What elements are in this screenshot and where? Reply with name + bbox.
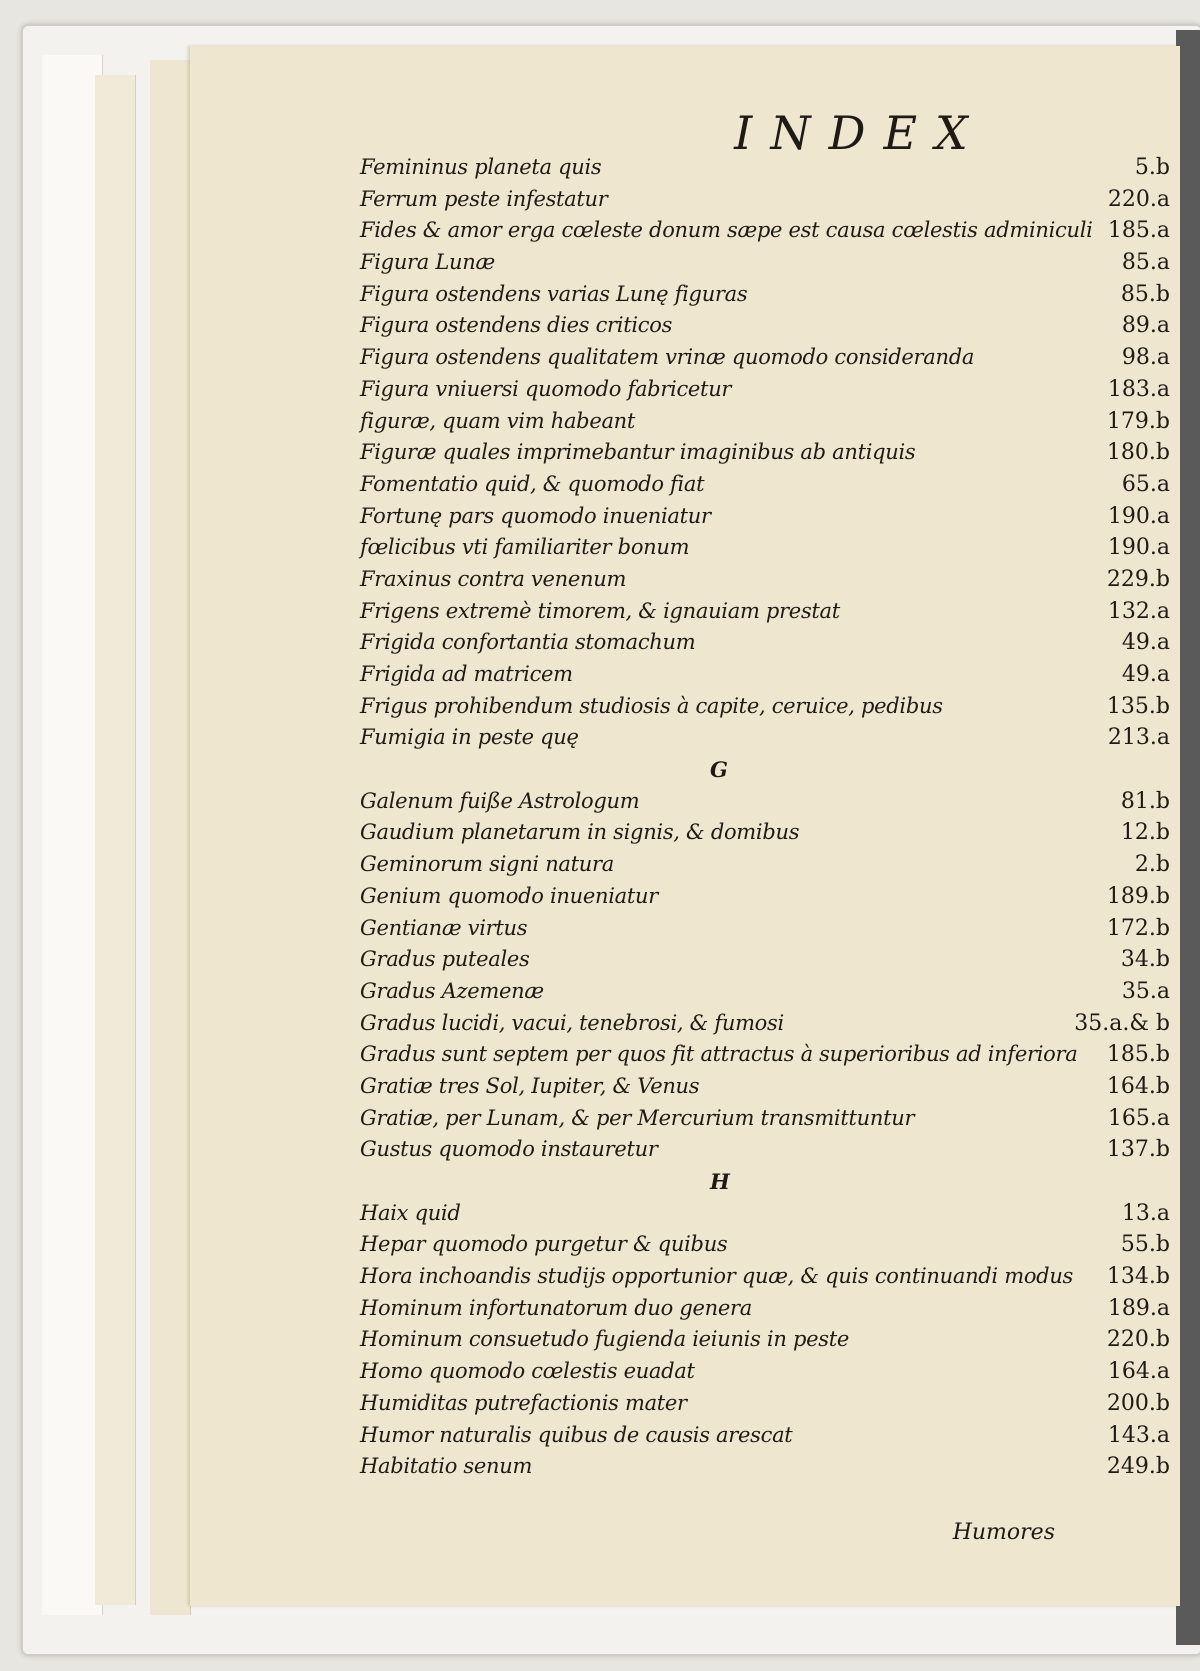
index-page-ref: 220.b bbox=[1106, 1327, 1170, 1353]
index-entry bbox=[360, 437, 1170, 469]
index-list bbox=[360, 152, 1170, 1483]
index-entry bbox=[360, 1103, 1170, 1135]
index-page-ref: 13.a bbox=[1121, 1200, 1170, 1226]
index-term: Homo quomodo cœlestis euadat bbox=[360, 1359, 695, 1384]
index-term: Gaudium planetarum in signis, & domibus bbox=[360, 820, 800, 845]
index-term: Humiditas putrefactionis mater bbox=[360, 1390, 687, 1415]
index-term: Gratiæ tres Sol, Iupiter, & Venus bbox=[360, 1073, 700, 1098]
index-term: Habitatio senum bbox=[360, 1454, 533, 1479]
index-page-ref: 34.b bbox=[1120, 947, 1170, 973]
index-entry bbox=[360, 691, 1170, 723]
index-entry bbox=[360, 310, 1170, 342]
index-page-ref: 85.a bbox=[1121, 250, 1170, 276]
index-term: Hora inchoandis studijs opportunior quæ, & quis continuandi modus bbox=[360, 1264, 1074, 1289]
index-term: Hepar quomodo purgetur & quibus bbox=[360, 1232, 728, 1257]
index-term: Gradus puteales bbox=[360, 947, 530, 972]
index-entry bbox=[360, 406, 1170, 438]
index-entry bbox=[360, 596, 1170, 628]
index-term: Hominum consuetudo fugienda ieiunis in peste bbox=[360, 1327, 849, 1352]
index-entry bbox=[360, 247, 1170, 279]
index-entry bbox=[360, 1324, 1170, 1356]
index-entry bbox=[360, 1071, 1170, 1103]
index-page-ref: 89.a bbox=[1121, 313, 1170, 339]
index-page-ref: 189.a bbox=[1107, 1295, 1170, 1321]
index-term: Gradus sunt septem per quos fit attractus à superioribus ad inferiora bbox=[360, 1042, 1078, 1067]
index-term: Frigida confortantia stomachum bbox=[360, 630, 696, 655]
index-page-ref: 164.a bbox=[1107, 1359, 1170, 1385]
index-term: Gradus Azemenæ bbox=[360, 978, 544, 1003]
index-page-ref: 35.a bbox=[1121, 978, 1170, 1004]
index-page-ref: 220.a bbox=[1107, 186, 1170, 212]
index-term: Figura Lunæ bbox=[360, 250, 495, 275]
index-page-ref: 172.b bbox=[1106, 915, 1170, 941]
index-term: Fomentatio quid, & quomodo fiat bbox=[360, 471, 705, 496]
index-term: Frigus prohibendum studiosis à capite, ceruice, pedibus bbox=[360, 693, 943, 718]
index-page-ref: 134.b bbox=[1106, 1264, 1170, 1290]
page-stack-leaf bbox=[150, 60, 191, 1615]
index-page-ref: 132.a bbox=[1107, 598, 1170, 624]
index-term: figuræ, quam vim habeant bbox=[360, 408, 636, 433]
index-entry bbox=[360, 184, 1170, 216]
index-entry bbox=[360, 1229, 1170, 1261]
index-page-ref: 5.b bbox=[1134, 155, 1170, 180]
index-page-ref: 190.a bbox=[1107, 503, 1170, 529]
index-term: Gradus lucidi, vacui, tenebrosi, & fumosi bbox=[360, 1010, 784, 1035]
index-entry bbox=[360, 469, 1170, 501]
index-entry bbox=[360, 374, 1170, 406]
index-page-ref: 213.a bbox=[1107, 725, 1170, 751]
index-term: Gustus quomodo instauretur bbox=[360, 1137, 658, 1162]
index-entry bbox=[360, 1451, 1170, 1483]
index-page-ref: 189.b bbox=[1106, 883, 1170, 909]
section-letter bbox=[360, 1166, 1160, 1198]
index-page-ref: 200.b bbox=[1106, 1390, 1170, 1416]
index-entry bbox=[360, 564, 1170, 596]
section-letter-label: G bbox=[710, 757, 728, 783]
index-entry bbox=[360, 944, 1170, 976]
index-entry bbox=[360, 1388, 1170, 1420]
index-entry bbox=[360, 1293, 1170, 1325]
book-page bbox=[190, 46, 1180, 1606]
index-entry bbox=[360, 1261, 1170, 1293]
index-entry bbox=[360, 722, 1170, 754]
index-entry bbox=[360, 501, 1170, 533]
section-letter bbox=[360, 754, 1160, 786]
index-page-ref: 185.b bbox=[1106, 1042, 1170, 1068]
index-term: Gentianæ virtus bbox=[360, 915, 528, 940]
index-term: Figura vniuersi quomodo fabricetur bbox=[360, 376, 732, 401]
index-entry bbox=[360, 1008, 1170, 1040]
index-entry bbox=[360, 849, 1170, 881]
index-page-ref: 179.b bbox=[1106, 408, 1170, 434]
index-entry bbox=[360, 786, 1170, 818]
index-term: Frigida ad matricem bbox=[360, 662, 573, 686]
index-entry bbox=[360, 342, 1170, 374]
index-entry bbox=[360, 215, 1170, 247]
index-entry bbox=[360, 1134, 1170, 1166]
index-entry bbox=[360, 1039, 1170, 1071]
index-entry bbox=[360, 976, 1170, 1008]
index-term: Figuræ quales imprimebantur imaginibus ab antiquis bbox=[360, 440, 916, 465]
index-entry bbox=[360, 1356, 1170, 1388]
index-term: fœlicibus vti familiariter bonum bbox=[360, 535, 690, 560]
index-term: Figura ostendens qualitatem vrinæ quomodo consideranda bbox=[360, 345, 975, 370]
index-term: Fortunę pars quomodo inueniatur bbox=[360, 503, 711, 528]
index-page-ref: 165.a bbox=[1107, 1105, 1170, 1131]
index-page-ref: 135.b bbox=[1106, 693, 1170, 719]
index-term: Ferrum peste infestatur bbox=[360, 186, 608, 211]
index-term: Genium quomodo inueniatur bbox=[360, 883, 658, 908]
index-page-ref: 49.a bbox=[1121, 630, 1170, 656]
index-page-ref: 180.b bbox=[1106, 440, 1170, 466]
index-term: Fraxinus contra venenum bbox=[360, 566, 627, 591]
index-entry bbox=[360, 152, 1170, 184]
index-page-ref: 185.a bbox=[1107, 218, 1170, 244]
page-title: INDEX bbox=[734, 106, 986, 160]
index-term: Geminorum signi natura bbox=[360, 852, 614, 877]
index-page-ref: 35.a.& b bbox=[1074, 1010, 1170, 1036]
index-term: Gratiæ, per Lunam, & per Mercurium transmittuntur bbox=[360, 1105, 915, 1130]
index-term: Figura ostendens dies criticos bbox=[360, 313, 673, 338]
index-entry bbox=[360, 1420, 1170, 1452]
index-page-ref: 190.a bbox=[1107, 535, 1170, 561]
index-page-ref: 85.b bbox=[1120, 281, 1170, 307]
index-page-ref: 164.b bbox=[1106, 1073, 1170, 1099]
index-entry bbox=[360, 1198, 1170, 1230]
index-page-ref: 2.b bbox=[1134, 852, 1170, 878]
index-term: Hominum infortunatorum duo genera bbox=[360, 1295, 752, 1320]
index-page-ref: 98.a bbox=[1121, 345, 1170, 371]
index-term: Galenum fuiße Astrologum bbox=[360, 788, 640, 813]
index-page-ref: 65.a bbox=[1121, 471, 1170, 497]
index-entry bbox=[360, 532, 1170, 564]
index-term: Haix quid bbox=[360, 1200, 461, 1225]
index-page-ref: 12.b bbox=[1120, 820, 1170, 846]
index-entry bbox=[360, 279, 1170, 311]
index-page-ref: 81.b bbox=[1120, 788, 1170, 814]
index-entry bbox=[360, 659, 1170, 691]
index-entry bbox=[360, 913, 1170, 945]
page-stack-leaf bbox=[95, 75, 136, 1605]
index-page-ref: 143.a bbox=[1107, 1422, 1170, 1448]
index-page-ref: 49.a bbox=[1121, 662, 1170, 687]
page-stack-leaf bbox=[42, 55, 103, 1615]
index-page-ref: 55.b bbox=[1120, 1232, 1170, 1258]
index-page-ref: 183.a bbox=[1107, 376, 1170, 402]
index-page-ref: 229.b bbox=[1106, 566, 1170, 592]
index-page-ref: 249.b bbox=[1106, 1454, 1170, 1480]
index-entry bbox=[360, 627, 1170, 659]
section-letter-label: H bbox=[710, 1169, 730, 1194]
catchword: Humores bbox=[952, 1520, 1055, 1545]
index-term: Humor naturalis quibus de causis arescat bbox=[360, 1422, 793, 1447]
index-term: Femininus planeta quis bbox=[360, 155, 602, 179]
index-term: Fides & amor erga cœleste donum sæpe est causa cœlestis adminiculi bbox=[360, 218, 1093, 243]
index-term: Frigens extremè timorem, & ignauiam prestat bbox=[360, 598, 840, 623]
index-term: Figura ostendens varias Lunę figuras bbox=[360, 281, 748, 306]
index-entry bbox=[360, 881, 1170, 913]
index-term: Fumigia in peste quę bbox=[360, 725, 579, 750]
index-entry bbox=[360, 817, 1170, 849]
index-page-ref: 137.b bbox=[1106, 1137, 1170, 1163]
